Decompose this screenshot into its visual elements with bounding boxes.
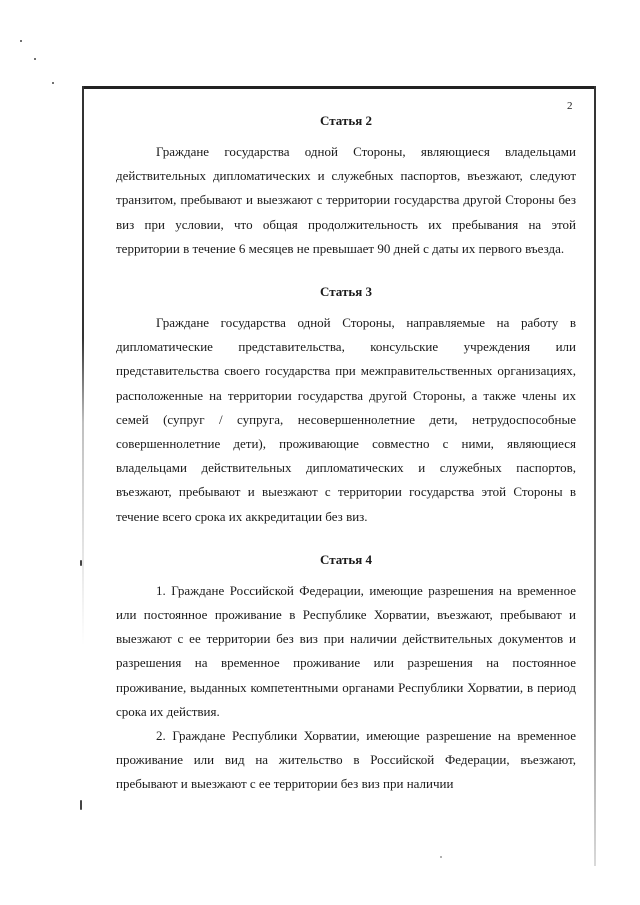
article-2 [116,112,576,261]
article-title: Статья 3 [320,284,372,300]
document-body [116,104,576,819]
article-paragraph: Граждане государства одной Стороны, являющиеся владельцами действительных дипломатических и служебных паспортов, въезжают, следуют транзитом, пребывают и выезжают с территории государства другой Стороны без виз при условии, что общая продолжительность их пребывания на этой территории в течение 6 месяцев не превышает 90 дней с даты их первого въезда. [116,144,576,256]
scan-speck [52,82,54,84]
article-title: Статья 2 [320,113,372,128]
scan-speck [440,856,442,858]
article-paragraph: 2. Граждане Республики Хорватии, имеющие разрешение на временное проживание или вид на жительство в Российской Федерации, въезжают, пребывают и выезжают с ее территории без виз при наличии [116,728,576,792]
scan-right-border [594,86,596,866]
article-title: Статья 4 [320,551,372,567]
article-3 [116,283,576,529]
scan-left-border [82,86,84,646]
page-number: 2 [567,100,573,112]
scan-speck [20,40,22,42]
article-paragraph: Граждане государства одной Стороны, направляемые на работу в дипломатические представительства, консульские учреждения или представительства своего государства при межправительственных организациях, расположенные на территории государства другой Стороны, а также члены их семей (супруг / супруга, несовершеннолетние дети, нетрудоспособные совершеннолетние дети), проживающие совместно с ними, являющиеся владельцами действительных дипломатических и служебных паспортов, въезжают, пребывают и выезжают с территории государства этой Стороны в течение всего срока их аккредитации без виз. [116,315,576,524]
scan-speck [34,58,36,60]
scan-speck [80,800,82,810]
scan-speck [80,560,82,566]
article-4 [116,551,576,797]
scan-top-border [84,86,596,89]
article-paragraph: 1. Граждане Российской Федерации, имеющие разрешения на временное или постоянное проживание в Республике Хорватии, въезжают, пребывают и выезжают с ее территории без виз при наличии действительных документов и разрешения на временное проживание или разрешения на постоянное проживание, выданных компетентными органами Республики Хорватии, в период срока их действия. [116,582,576,719]
